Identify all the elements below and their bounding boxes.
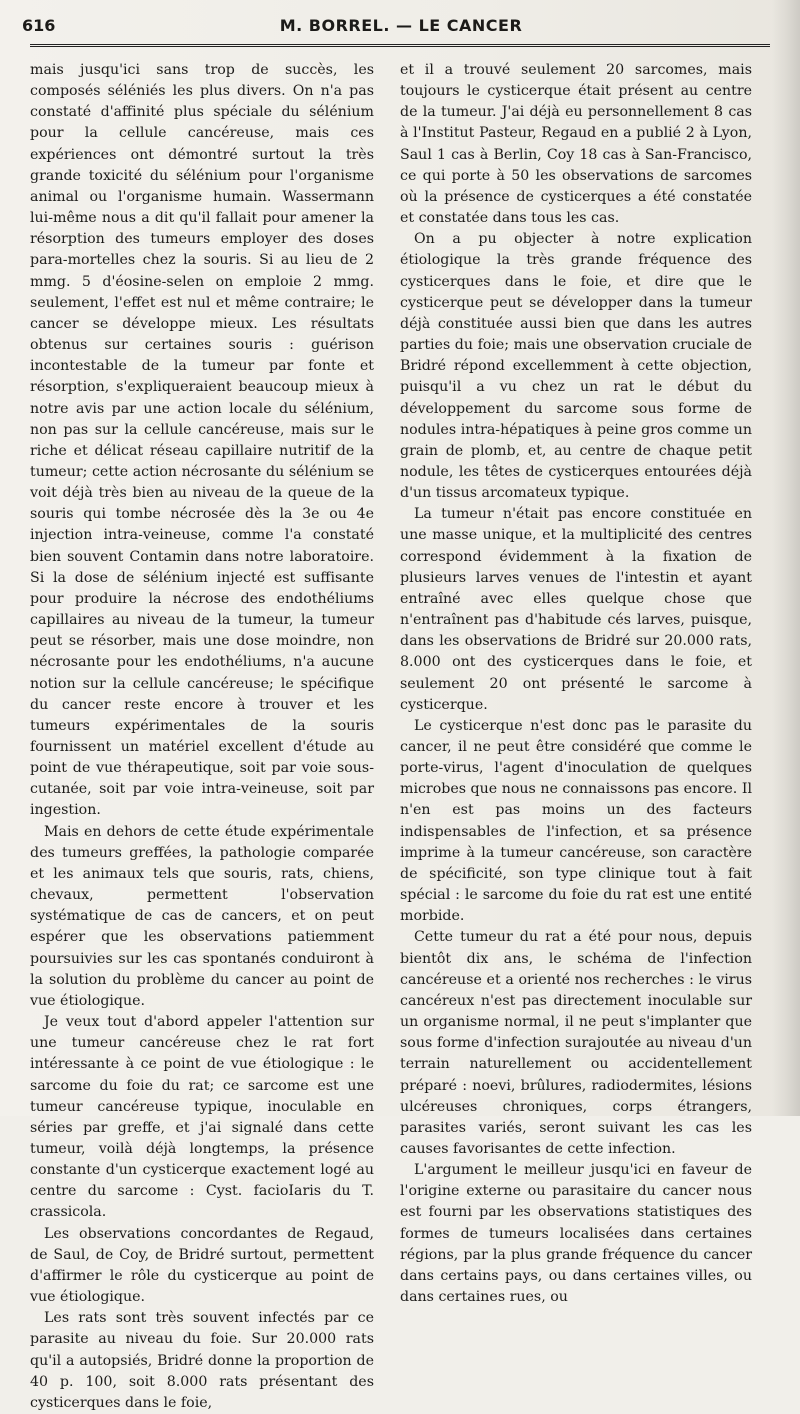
paragraph: La tumeur n'était pas encore constituée en une masse unique, et la multiplicité des centres correspond évidemment à la fixation de plusieurs larves venues de l'intestin et ayant entraîné avec elles quelque chose que n'entraînent pas d'habitude cés larves, puisque, dans les observations de Bridré sur 20.000 rats, 8.000 ont des cysticerques dans le foie, et seulement 20 ont présenté le sarcome à cysticerque. bbox=[400, 506, 752, 713]
paragraph: Mais en dehors de cette étude expérimentale des tumeurs greffées, la pathologie comparée et les animaux tels que souris, rats, chiens, chevaux, permettent l'observation systématique de cas de cancers, et on peut espérer que les observations patiemment poursuivies sur les cas spontanés conduiront à la solution du problème du cancer au point de vue étiologique. bbox=[30, 823, 374, 1009]
paragraph: Cette tumeur du rat a été pour nous, depuis bientôt dix ans, le schéma de l'infection cancéreuse et a orienté nos recherches : le virus cancéreux n'est pas directement inoculable sur un organisme normal, il ne peut s'implanter que sous forme d'infection surajoutée au niveau d'un terrain naturellement ou accidentellement préparé : noevi, brûlures, radiodermites, lésions ulcéreuses chroniques, corps étrangers, parasites variés, seront suivant les cas les causes favorisantes de cette infection. bbox=[400, 929, 752, 1157]
paragraph: L'argument le meilleur jusqu'ici en faveur de l'origine externe ou parasitaire du cancer nous est fourni par les observations statistiques des formes de tumeurs localisées dans certaines régions, par la plus grande fréquence du cancer dans certains pays, ou dans certaines villes, ou dans certaines rues, ou bbox=[400, 1162, 752, 1306]
paragraph: On a pu objecter à notre explication étiologique la très grande fréquence des cysticerques dans le foie, et dire que le cysticerque peut se développer dans la tumeur déjà constituée aussi bien que dans les autres parties du foie; mais une observation cruciale de Bridré répond excellemment à cette objection, puisqu'il a vu chez un rat le début du développement du sarcome sous forme de nodules intra-hépatiques à peine gros comme un grain de plomb, et, au centre de chaque petit nodule, les têtes de cysticerques entourées déjà d'un tissus arcomateux typique. bbox=[400, 231, 752, 502]
paragraph: mais jusqu'ici sans trop de succès, les composés séléniés les plus divers. On n'a pas constaté d'affinité plus spéciale du sélénium pour la cellule cancéreuse, mais ces expériences ont démontré surtout la très grande toxicité du sélénium pour l'organisme animal ou l'organisme humain. Wassermann lui-même nous a dit qu'il fallait pour amener la résorption des tumeurs employer des doses para-mortelles chez la souris. Si au lieu de 2 mmg. 5 d'éosine-selen on emploie 2 mmg. seulement, l'effet est nul et même contraire; le cancer se développe mieux. Les résultats obtenus sur certaines souris : guérison incontestable de la tumeur par fonte et résorption, s'expliqueraient beaucoup mieux à notre avis par une action locale du sélénium, non pas sur la cellule cancéreuse, mais sur le riche et délicat réseau capillaire nutritif de la tumeur; cette action nécrosante du sélénium se voit déjà très bien au niveau de la queue de la souris qui tombe nécrosée dès la 3e ou 4e injection intra-veineuse, comme l'a constaté bien souvent Contamin dans notre laboratoire. Si la dose de sélénium injecté est suffisante pour produire la nécrose des endothéliums capillaires au niveau de la tumeur, la tumeur peut se résorber, mais une dose moindre, non nécrosante pour les endothéliums, n'a aucune notion sur la cellule cancéreuse; le spécifique du cancer reste encore à trouver et les tumeurs expérimentales de la souris fournissent un matériel excellent d'étude au point de vue thérapeutique, soit par voie sous-cutanée, soit par voie intra-veineuse, soit par ingestion. bbox=[30, 62, 374, 819]
page-header bbox=[22, 12, 780, 40]
paragraph: Je veux tout d'abord appeler l'attention sur une tumeur cancéreuse chez le rat fort intéressante à ce point de vue étiologique : le sarcome du foie du rat; ce sarcome est une tumeur cancéreuse typique, inoculable en séries par greffe, et j'ai signalé dans cette tumeur, voilà déjà longtemps, la présence constante d'un cysticerque exactement logé au centre du sarcome : Cyst. facioIaris du T. crassicola. bbox=[30, 1014, 374, 1221]
running-head: M. BORREL. — LE CANCER bbox=[279, 16, 523, 35]
header-rule bbox=[30, 44, 770, 47]
right-column bbox=[400, 60, 752, 1308]
left-column bbox=[30, 60, 374, 1414]
paragraph: Les observations concordantes de Regaud, de Saul, de Coy, de Bridré surtout, permettent d'affirmer le rôle du cysticerque au point de vue étiologique. bbox=[30, 1225, 374, 1306]
paragraph: et il a trouvé seulement 20 sarcomes, mais toujours le cysticerque était présent au centre de la tumeur. J'ai déjà eu personnellement 8 cas à l'Institut Pasteur, Regaud en a publié 2 à Lyon, Saul 1 cas à Berlin, Coy 18 cas à San-Francisco, ce qui porte à 50 les observations de sarcomes où la présence de cysticerques a été constatée et constatée dans tous les cas. bbox=[400, 62, 752, 227]
paragraph: Le cysticerque n'est donc pas le parasite du cancer, il ne peut être considéré que comme le porte-virus, l'agent d'inoculation de quelques microbes que nous ne connaissons pas encore. Il n'en est pas moins un des facteurs indispensables de l'infection, et sa présence imprime à la tumeur cancéreuse, son caractère de spécificité, son type clinique tout à fait spécial : le sarcome du foie du rat est une entité morbide. bbox=[400, 717, 752, 925]
page-edge-shadow bbox=[772, 0, 800, 1116]
paragraph: Les rats sont très souvent infectés par ce parasite au niveau du foie. Sur 20.000 rats qu'il a autopsiés, Bridré donne la proportion de 40 p. 100, soit 8.000 rats présentant des cysticerques dans le foie, bbox=[30, 1310, 374, 1411]
page-number: 616 bbox=[22, 16, 56, 35]
